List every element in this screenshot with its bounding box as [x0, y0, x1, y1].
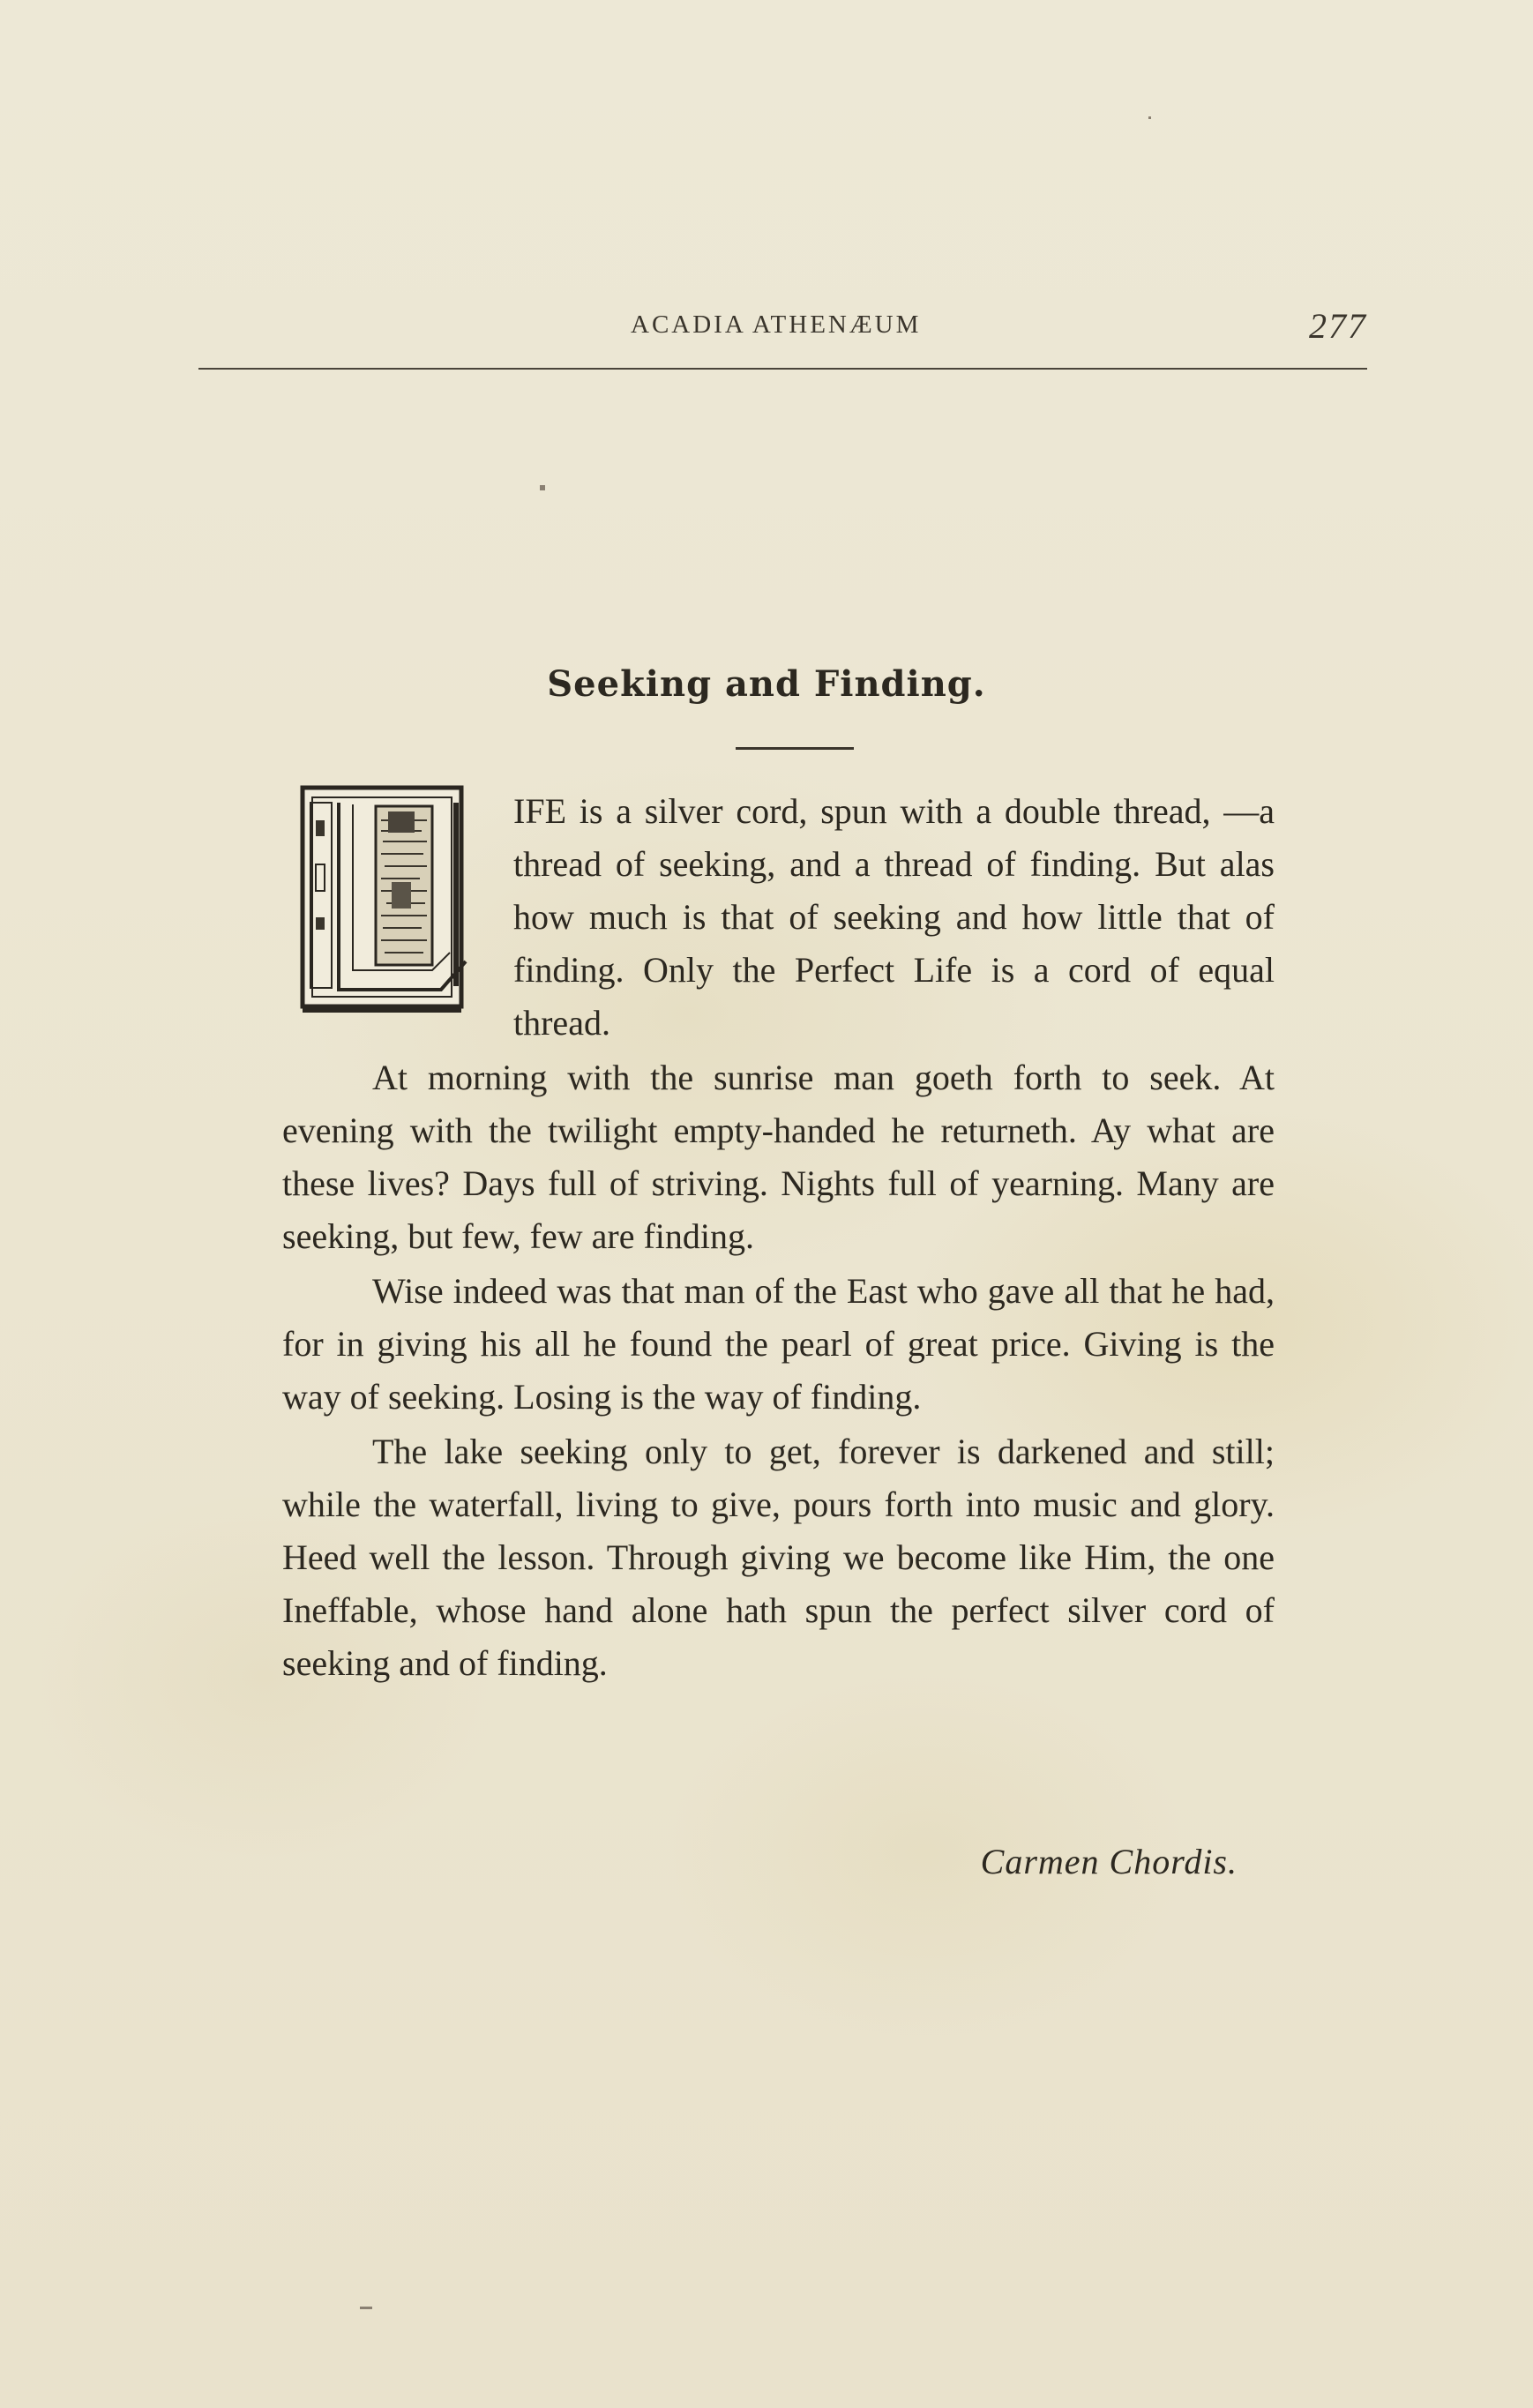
paper-speck [1148, 116, 1151, 119]
paragraph-3: Wise indeed was that man of the East who gave all that he had, for in giving his all he found the pearl of great price. Giving is the way of seeking. Losing is the way of finding. [282, 1271, 1275, 1417]
running-head [198, 306, 1367, 363]
paragraph-2: At morning with the sunrise man goeth forth to seek. At evening with the twilight empty-handed he returneth. Ay what are these lives? Days full of striving. Nights full of yearning. Many are seeking, but few, few are finding. [282, 1058, 1275, 1256]
paper-speck [360, 2307, 372, 2309]
paper-speck [540, 485, 545, 490]
running-title: ACADIA ATHENÆUM [631, 310, 922, 339]
article-title: Seeking and Finding. [547, 663, 986, 705]
page-number: 277 [1309, 306, 1367, 346]
title-rule [736, 747, 854, 750]
signature: Carmen Chordis. [980, 1842, 1238, 1881]
header-rule [198, 368, 1367, 370]
drop-cap-ornament [300, 785, 472, 1016]
paragraph-1-text: IFE is a silver cord, spun with a double thread, —a thread of seeking, and a thread of finding. But alas how much is that of seeking and how little that of finding. Only the Perfect Life is a cord of equal thread. [513, 791, 1275, 1043]
paragraph-4: The lake seeking only to get, forever is darkened and still; while the waterfall, living to give, pours forth into music and glory. Heed well the lesson. Through giving we become like Him, the one Ineffable, whose hand alone hath spun the perfect silver cord of seeking and of finding. [282, 1432, 1275, 1683]
